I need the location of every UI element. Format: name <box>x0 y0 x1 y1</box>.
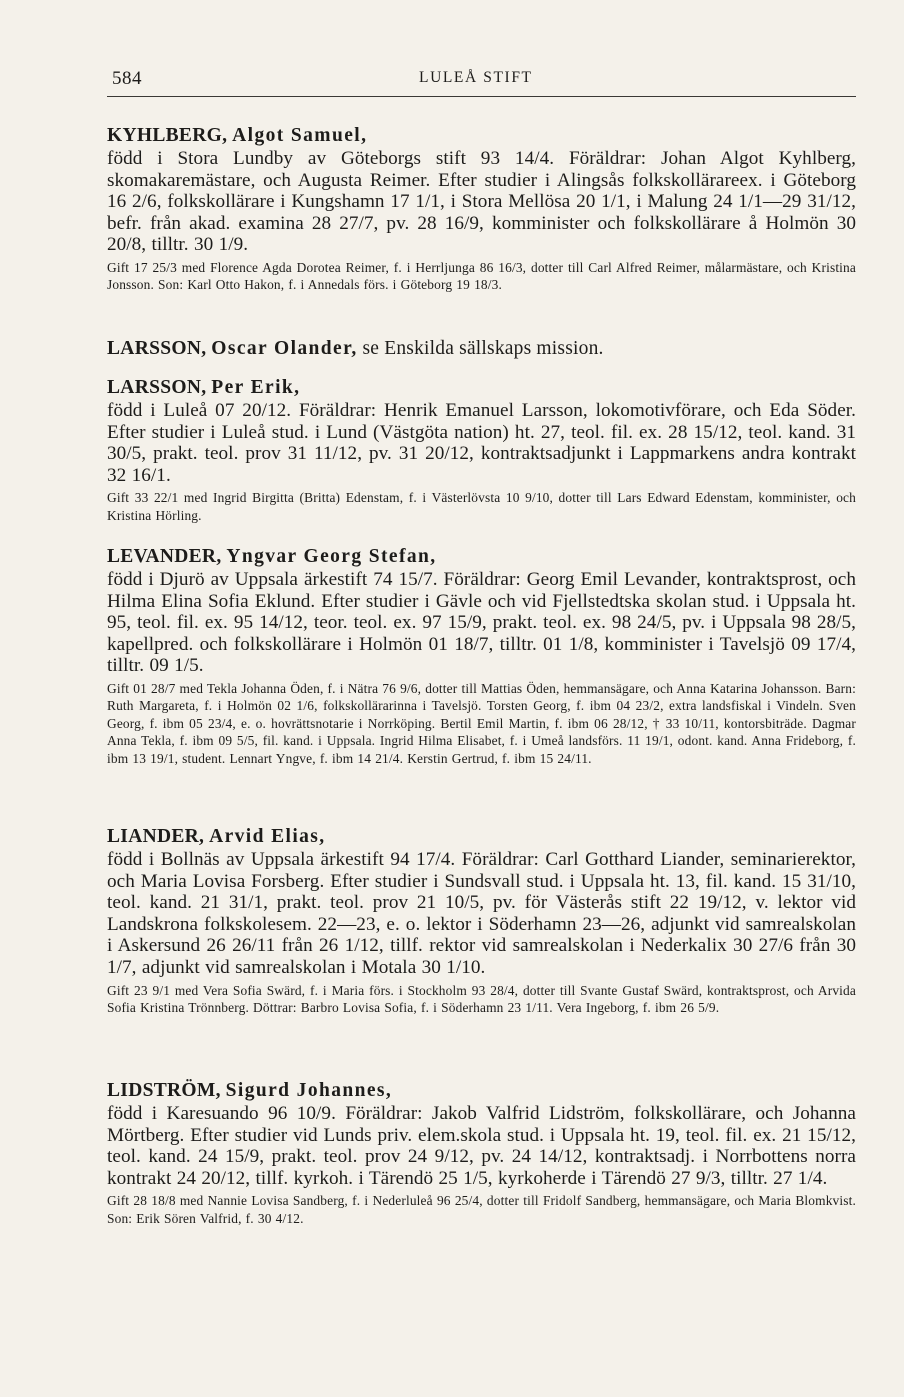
entry-levander <box>107 545 856 767</box>
entry-kyhlberg <box>107 124 856 294</box>
running-head: LULEÅ STIFT <box>419 69 533 86</box>
entry-given-names: Per Erik, <box>211 377 301 398</box>
entry-given-names: Algot Samuel, <box>232 125 368 146</box>
entry-biography <box>107 148 856 256</box>
entry-heading <box>107 545 856 569</box>
entry-heading <box>107 825 856 849</box>
entry-family <box>107 489 856 524</box>
entry-surname: KYHLBERG, <box>107 125 228 146</box>
entry-surname: LEVANDER, <box>107 546 222 567</box>
entry-cross-reference: se Enskilda sällskaps mission. <box>362 338 604 359</box>
entry-surname: LARSSON, <box>107 377 207 398</box>
entry-heading <box>107 376 856 400</box>
entry-given-names: Arvid Elias, <box>209 826 326 847</box>
entry-biography <box>107 849 856 979</box>
entry-liander <box>107 825 856 1016</box>
biography-text: född i Stora Lundby av Göteborgs stift 93 14/4. Föräldrar: Johan Algot Kyhlberg, skomakaremästare, och Augusta Reimer. Efter studier i Alingsås folkskollärareex. i Göteborg 16 2/6, folkskollärare i Kungshamn 17 1/1, i Stora Mellösa 20 1/1, i Malung 24 1/1—29 31/12, befr. från akad. examina 28 27/7, pv. 28 16/9, komminister och folkskollärare å Holmön 30 20/8, tilltr. 30 1/9. <box>107 148 856 256</box>
page-number: 584 <box>112 68 142 89</box>
entry-heading <box>107 124 856 148</box>
page-header <box>107 62 856 97</box>
entry-biography <box>107 569 856 677</box>
entry-larsson-per <box>107 376 856 524</box>
biography-text: född i Djurö av Uppsala ärkestift 74 15/7. Föräldrar: Georg Emil Levander, kontraktsprost, och Hilma Elina Sofia Eklund. Efter studier i Gävle och vid Fjellstedtska skolan stud. i Uppsala ht. 95, teol. fil. ex. 95 14/12, teor. teol. ex. 97 15/9, prakt. teol. ex. 98 24/5, pv. i Uppsala 98 28/5, kapellpred. och folkskollärare i Holmön 01 18/7, tilltr. 01 1/8, komminister i Tavelsjö 09 17/4, tilltr. 09 1/5. <box>107 569 856 677</box>
entry-surname: LIDSTRÖM, <box>107 1080 221 1101</box>
entry-larsson-oscar <box>107 337 856 361</box>
entry-family <box>107 680 856 767</box>
entry-family <box>107 982 856 1017</box>
family-text: Gift 33 22/1 med Ingrid Birgitta (Britta) Edenstam, f. i Västerlövsta 10 9/10, dotter till Lars Edward Edenstam, komminister, och Kristina Hörling. <box>107 490 856 523</box>
entry-biography <box>107 400 856 486</box>
entry-given-names: Sigurd Johannes, <box>225 1080 393 1101</box>
entry-biography <box>107 1103 856 1189</box>
entry-family <box>107 1192 856 1227</box>
biography-text: född i Luleå 07 20/12. Föräldrar: Henrik Emanuel Larsson, lokomotivförare, och Eda Söder. Efter studier i Luleå stud. i Lund (Västgöta nation) ht. 27, teol. fil. ex. 28 15/12, teol. kand. 31 30/5, prakt. teol. prov 31 11/12, pv. 31 20/12, kontraktsadjunkt i Lappmarkens andra kontrakt 32 16/1. <box>107 400 856 486</box>
entry-heading <box>107 337 856 361</box>
family-text: Gift 01 28/7 med Tekla Johanna Öden, f. i Nätra 76 9/6, dotter till Mattias Öden, hemmansägare, och Anna Katarina Johansson. Barn: Ruth Margareta, f. i Holmön 02 1/6, folkskollärarinna i Tavelsjö. Torsten Georg, f. ibm 04 23/2, extra landsfiskal i Vindeln. Sven Georg, f. ibm 05 23/4, e. o. hovrättsnotarie i Norrköping. Bertil Emil Martin, f. ibm 06 28/12, † 33 10/11, kontorsbiträde. Dagmar Anna Tekla, f. ibm 09 5/5, fil. kand. i Uppsala. Ingrid Hilma Elisabet, f. i Umeå landsförs. 11 19/1, odont. kand. Anna Frideborg, f. ibm 13 19/1, student. Lennart Yngve, f. ibm 14 21/4. Kerstin Gertrud, f. ibm 15 24/11. <box>107 680 856 766</box>
entry-lidstrom <box>107 1079 856 1227</box>
family-text: Gift 17 25/3 med Florence Agda Dorotea Reimer, f. i Herrljunga 86 16/3, dotter till Carl Alfred Reimer, målarmästare, och Kristina Jonsson. Son: Karl Otto Hakon, f. i Annedals förs. i Göteborg 19 18/3. <box>107 259 856 293</box>
family-text: Gift 23 9/1 med Vera Sofia Swärd, f. i Maria förs. i Stockholm 93 28/4, dotter till Svante Gustaf Swärd, kontraktsprost, och Arvida Sofia Kristina Trönnberg. Döttrar: Barbro Lovisa Sofia, f. i Söderhamn 23 1/11. Vera Ingeborg, f. ibm 26 5/9. <box>107 982 856 1015</box>
biography-text: född i Bollnäs av Uppsala ärkestift 94 17/4. Föräldrar: Carl Gotthard Liander, seminarierektor, och Maria Lovisa Forsberg. Efter studier i Sundsvall stud. i Uppsala ht. 13, fil. kand. 15 31/10, teol. kand. 21 31/1, prakt. teol. prov 21 10/5, pv. för Västerås stift 22 19/12, v. lektor vid Landskrona folkskolesem. 22—23, e. o. lektor i Söderhamn 23—26, adjunkt vid samrealskolan i Askersund 26 26/11 från 26 1/12, tillf. rektor vid samrealskolan i Nederkalix 30 27/6 från 30 1/7, adjunkt vid samrealskolan i Motala 30 1/10. <box>107 849 856 978</box>
entry-heading <box>107 1079 856 1103</box>
family-text: Gift 28 18/8 med Nannie Lovisa Sandberg, f. i Nederluleå 96 25/4, dotter till Fridolf Sandberg, hemmansägare, och Maria Blomkvist. Son: Erik Sören Valfrid, f. 30 4/12. <box>107 1193 856 1226</box>
entry-surname: LARSSON, <box>107 338 207 359</box>
biography-text: född i Karesuando 96 10/9. Föräldrar: Jakob Valfrid Lidström, folkskollärare, och Johanna Mörtberg. Efter studier vid Lunds priv. elem.skola stud. i Uppsala ht. 19, teol. fil. ex. 21 15/12, teol. kand. 24 15/9, prakt. teol. prov 24 9/12, pv. 24 14/12, kontraktsadj. i Norrbottens norra kontrakt 24 20/12, tillf. kyrkoh. i Tärendö 25 1/5, kyrkoherde i Tärendö 27 9/3, tilltr. 27 1/4. <box>107 1103 856 1189</box>
entry-given-names: Oscar Olander, <box>211 338 358 359</box>
entry-family <box>107 259 856 294</box>
entry-given-names: Yngvar Georg Stefan, <box>226 546 437 567</box>
entry-surname: LIANDER, <box>107 826 205 847</box>
